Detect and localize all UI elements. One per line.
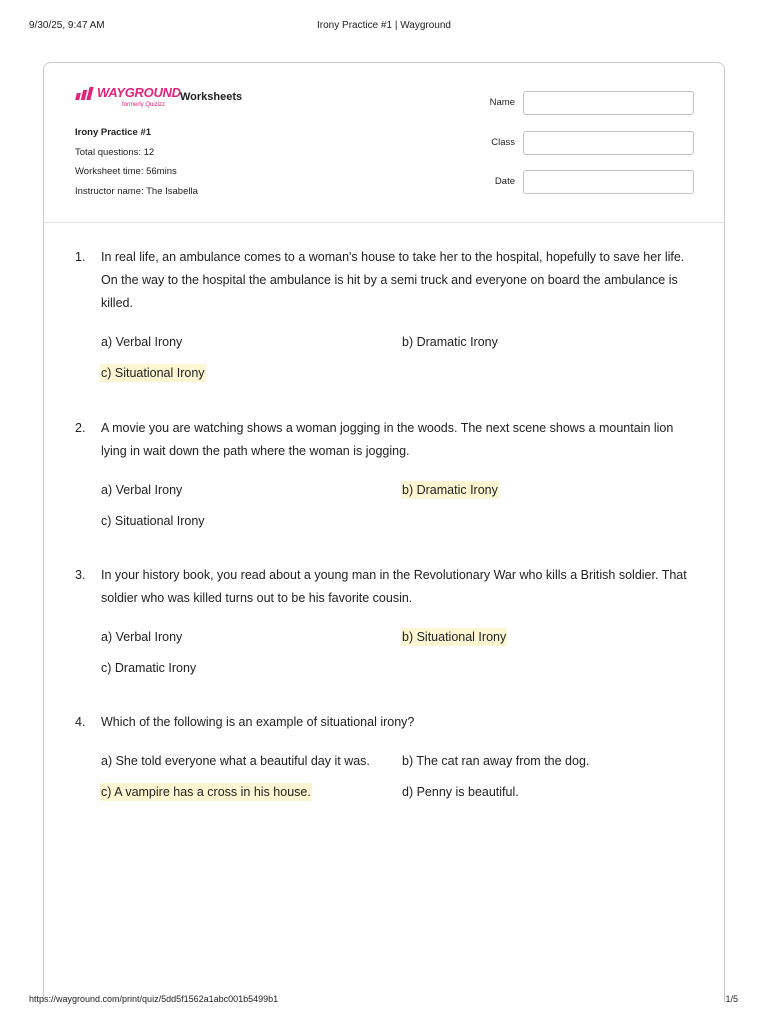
question-number: 1. [75, 250, 86, 264]
print-page-title: Irony Practice #1 | Wayground [317, 20, 451, 31]
worksheet-header [44, 63, 724, 223]
q2-option-b-correct[interactable]: b) Dramatic Irony [402, 483, 498, 497]
worksheet-time: Worksheet time: 56mins [75, 166, 177, 177]
q4-option-d[interactable]: d) Penny is beautiful. [402, 785, 519, 799]
q4-option-a[interactable]: a) She told everyone what a beautiful day it was. [101, 754, 370, 768]
print-url: https://wayground.com/print/quiz/5dd5f1562a1abc001b5499b1 [29, 994, 279, 1004]
wayground-logo [75, 85, 181, 111]
print-header [0, 20, 768, 34]
instructor-name: Instructor name: The Isabella [75, 186, 198, 197]
q3-option-a[interactable]: a) Verbal Irony [101, 630, 183, 644]
q3-option-b-correct[interactable]: b) Situational Irony [402, 630, 507, 644]
question-text: Which of the following is an example of situational irony? [101, 715, 415, 729]
worksheet-sheet [43, 62, 725, 1002]
q2-option-c[interactable]: c) Situational Irony [101, 514, 205, 528]
logo-subtitle: formerly Quizizz [122, 102, 166, 108]
date-label: Date [494, 176, 515, 187]
q4-option-c-correct[interactable]: c) A vampire has a cross in his house. [101, 785, 311, 799]
print-datetime: 9/30/25, 9:47 AM [29, 20, 105, 31]
q1-option-c-correct[interactable]: c) Situational Irony [101, 366, 205, 380]
worksheet-title: Irony Practice #1 [75, 127, 152, 138]
q4-option-b[interactable]: b) The cat ran away from the dog. [402, 754, 590, 768]
logo-wordmark: WAYGROUND [97, 85, 181, 100]
question-text: A movie you are watching shows a woman jogging in the woods. The next scene shows a mountain lion lying in wait down the path where the woman is jogging. [101, 421, 674, 458]
date-field[interactable] [523, 170, 694, 194]
question-number: 4. [75, 715, 86, 729]
print-page-number: 1/5 [725, 994, 738, 1004]
question-text: In your history book, you read about a young man in the Revolutionary War who kills a British soldier. That soldier who was killed turns out to be his favorite cousin. [101, 568, 687, 605]
q1-option-a[interactable]: a) Verbal Irony [101, 335, 183, 349]
q1-option-b[interactable]: b) Dramatic Irony [402, 335, 498, 349]
name-label: Name [489, 97, 515, 108]
class-field[interactable] [523, 131, 694, 155]
logo-mark-icon [75, 87, 95, 100]
q3-option-c[interactable]: c) Dramatic Irony [101, 661, 197, 675]
total-questions: Total questions: 12 [75, 147, 155, 158]
question-number: 3. [75, 568, 86, 582]
q2-option-a[interactable]: a) Verbal Irony [101, 483, 183, 497]
name-field[interactable] [523, 91, 694, 115]
worksheets-label: Worksheets [180, 91, 243, 103]
question-text: In real life, an ambulance comes to a woman's house to take her to the hospital, hopefully to save her life. On the way to the hospital the ambulance is hit by a semi truck and everyone on board the ambulance is killed. [101, 250, 685, 310]
class-label: Class [491, 137, 515, 148]
question-number: 2. [75, 421, 86, 435]
